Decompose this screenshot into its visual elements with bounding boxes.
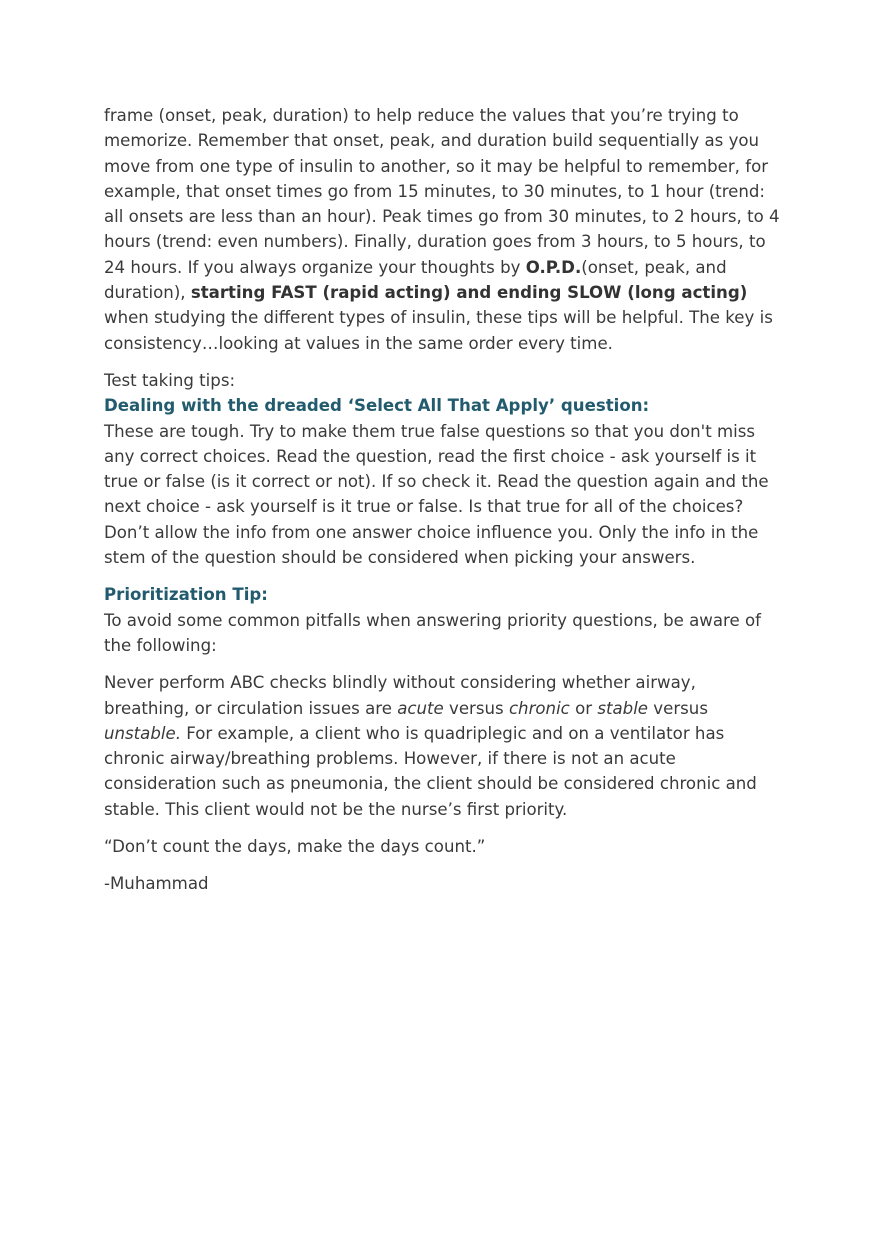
test-tips-label: Test taking tips: [104,370,236,390]
abc-text-4: versus [648,698,708,718]
sata-body: These are tough. Try to make them true false questions so that you don't miss any correct choices. Read the question, read the first choice - ask yourself is it true or false (is it correct or not). If so check it. Read the question again and the next choice - ask yourself is it true or false. Is that true for all of the choices? Don’t allow the info from one answer choice influence you. Only the info in the stem of the question should be considered when picking your answers. [104,421,769,568]
acute-italic: acute [397,698,444,718]
abc-text-2: versus [443,698,509,718]
prioritization-intro: To avoid some common pitfalls when answering priority questions, be aware of the following: [104,610,761,655]
abc-text-1: Never perform ABC checks blindly without considering whether airway, breathing, or circulation issues are [104,673,696,718]
document-page [104,103,784,897]
quote-text: “Don’t count the days, make the days count.” [104,837,486,857]
fast-slow-bold: starting FAST (rapid acting) and ending SLOW (long acting) [190,283,748,303]
abc-paragraph [104,670,784,822]
abc-text-3: or [569,698,598,718]
insulin-text-3: when studying the different types of insulin, these tips will be helpful. The key is consistency…looking at values in the same order every time. [104,308,773,353]
abc-text-5: For example, a client who is quadriplegic and on a ventilator has chronic airway/breathing problems. However, if there is not an acute consideration such as pneumonia, the client should be considered chronic and stable. This client would not be the nurse’s first priority. [104,723,757,819]
sata-heading: Dealing with the dreaded ‘Select All That Apply’ question: [104,396,650,416]
opd-bold: O.P.D. [525,257,582,277]
unstable-italic: unstable. [104,723,181,743]
chronic-italic: chronic [508,698,570,718]
quote-author: -Muhammad [104,874,209,894]
insulin-text-1: frame (onset, peak, duration) to help reduce the values that you’re trying to memorize. Remember that onset, peak, and duration build sequentially as you move from one type of insulin to another, so it may be helpful to remember, for example, that onset times go from 15 minutes, to 30 minutes, to 1 hour (trend: all onsets are less than an hour). Peak times go from 30 minutes, to 2 hours, to 4 hours (trend: even numbers). Finally, duration goes from 3 hours, to 5 hours, to 24 hours. If you always organize your thoughts by [104,106,780,277]
prioritization-heading: Prioritization Tip: [104,585,268,605]
insulin-text-2: (onset, peak, and duration), [104,257,727,303]
stable-italic: stable [597,698,649,718]
insulin-tips-paragraph [104,103,784,356]
